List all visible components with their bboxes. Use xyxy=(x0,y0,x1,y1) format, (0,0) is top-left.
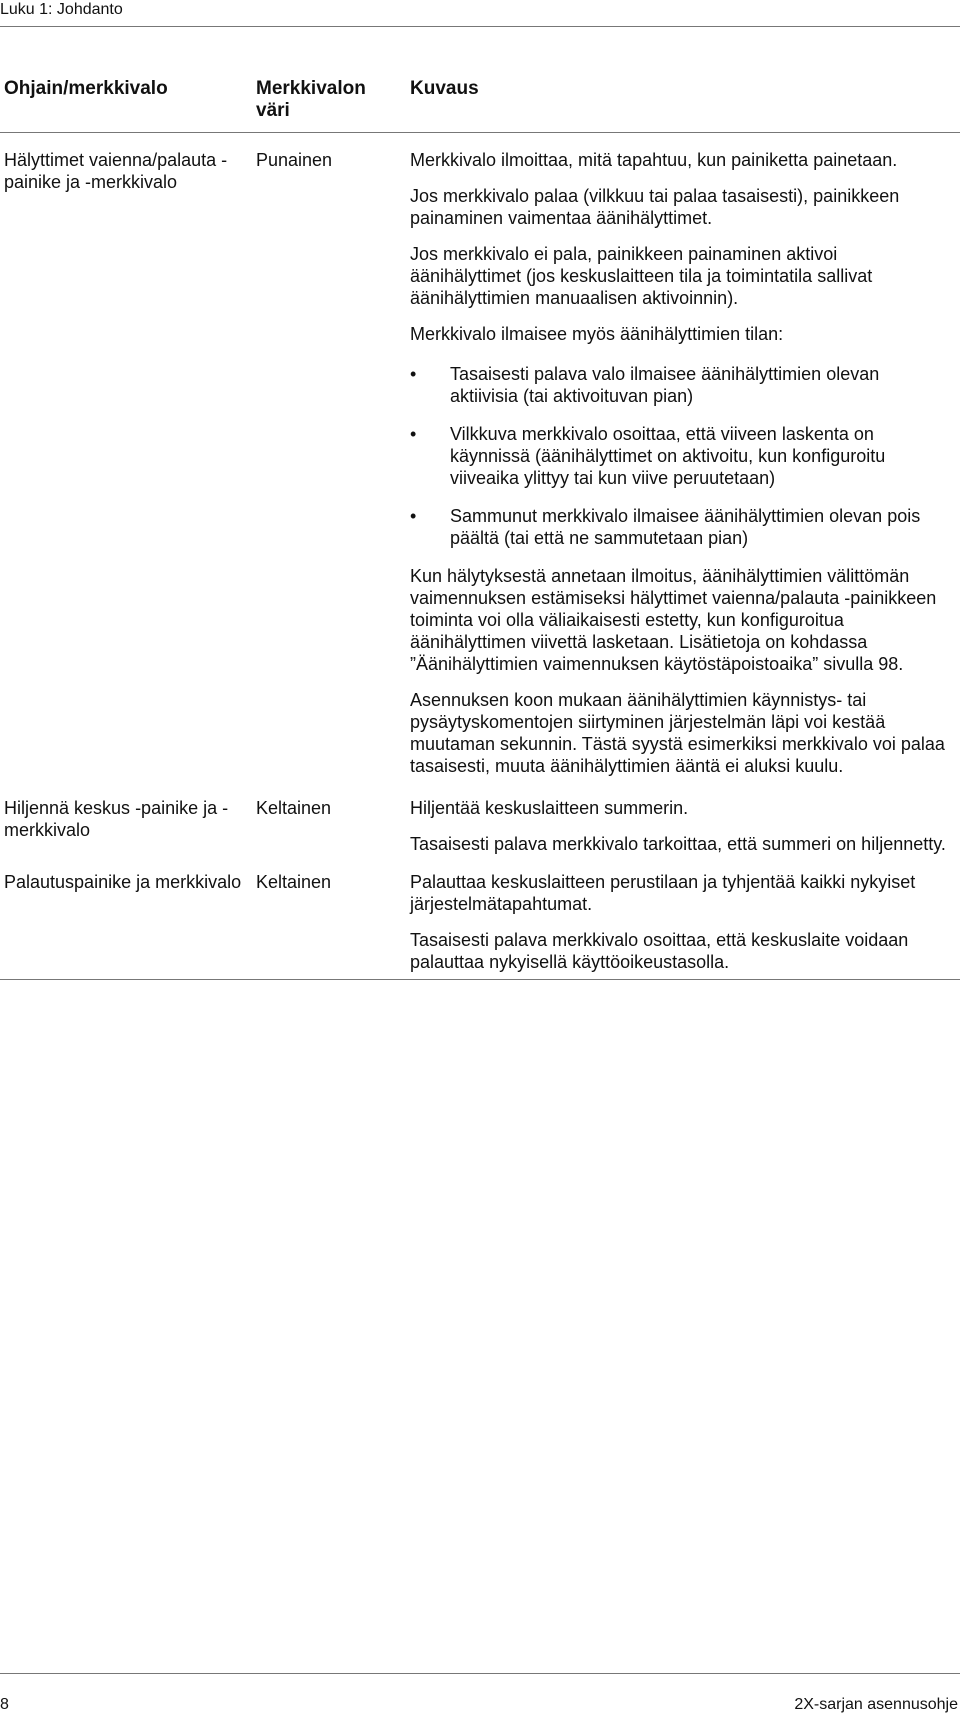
control-name: Hiljennä keskus -painike ja -merkkivalo xyxy=(4,798,229,840)
description-paragraph: Jos merkkivalo ei pala, painikkeen painaminen aktivoi äänihälyttimet (jos keskuslaitteen tila ja toimintatila sallivat äänihälyttimien manuaalisen aktivoinnin). xyxy=(410,244,873,308)
description xyxy=(410,871,950,973)
table-row xyxy=(0,869,960,973)
description-paragraph: Tasaisesti palava merkkivalo tarkoittaa, että summeri on hiljennetty. xyxy=(410,834,946,854)
control-name: Hälyttimet vaienna/palauta -painike ja -merkkivalo xyxy=(4,150,228,192)
bullet-icon: • xyxy=(410,424,417,444)
column-header-control: Ohjain/merkkivalo xyxy=(4,78,168,99)
description-paragraph: Tasaisesti palava merkkivalo osoittaa, että keskuslaite voidaan palauttaa nykyisellä käyttöoikeustasolla. xyxy=(410,930,909,972)
led-table xyxy=(0,72,960,980)
list-item-text: Sammunut merkkivalo ilmaisee äänihälyttimien olevan pois päältä (tai että ne sammutetaan pian) xyxy=(450,506,921,548)
bullet-icon: • xyxy=(410,506,417,526)
table-header xyxy=(0,72,960,133)
description-paragraph: Merkkivalo ilmaisee myös äänihälyttimien tilan: xyxy=(410,324,784,344)
header-rule xyxy=(0,26,960,27)
led-color: Keltainen xyxy=(256,872,332,892)
column-header-description: Kuvaus xyxy=(410,78,479,99)
chapter-header: Luku 1: Johdanto xyxy=(0,1,123,18)
document-title: 2X-sarjan asennusohje xyxy=(794,1696,958,1713)
table-row xyxy=(0,791,960,855)
column-header-color: Merkkivalon väri xyxy=(256,78,366,121)
bullet-icon: • xyxy=(410,364,417,384)
led-color: Punainen xyxy=(256,150,333,170)
page-number: 8 xyxy=(0,1696,9,1713)
page-footer xyxy=(0,1673,960,1720)
description-paragraph: Jos merkkivalo palaa (vilkkuu tai palaa tasaisesti), painikkeen painaminen vaimentaa äänihälyttimet. xyxy=(410,186,900,228)
description-paragraph: Asennuksen koon mukaan äänihälyttimien käynnistys- tai pysäytyskomentojen siirtyminen järjestelmän läpi voi kestää muutaman sekunnin. Tästä syystä esimerkiksi merkkivalo voi palaa tasaisesti, muuta äänihälyttimien ääntä ei aluksi kuulu. xyxy=(410,690,945,776)
table-row xyxy=(0,133,960,777)
description xyxy=(410,149,950,777)
table-bottom-rule xyxy=(0,979,960,980)
description-paragraph: Kun hälytyksestä annetaan ilmoitus, äänihälyttimien välittömän vaimennuksen estämiseksi hälyttimet vaienna/palauta -painikkeen toiminta voi olla väliaikaisesti estetty, kun konfiguroitua äänihälyttimen viivettä lasketaan. Lisätietoja on kohdassa ”Äänihälyttimien vaimennuksen käytöstäpoistoaika” sivulla 98. xyxy=(410,566,937,674)
led-color: Keltainen xyxy=(256,798,332,818)
list-item xyxy=(410,505,950,549)
description-paragraph: Palauttaa keskuslaitteen perustilaan ja tyhjentää kaikki nykyiset järjestelmätapahtumat. xyxy=(410,872,916,914)
status-list xyxy=(410,363,950,549)
list-item xyxy=(410,363,950,407)
list-item-text: Vilkkuva merkkivalo osoittaa, että viiveen laskenta on käynnissä (äänihälyttimet on aktivoitu, kun konfiguroitu viiveaika ylittyy tai kun viive peruutetaan) xyxy=(450,424,886,488)
list-item-text: Tasaisesti palava valo ilmaisee äänihälyttimien olevan aktiivisia (tai aktivoituvan pian) xyxy=(450,364,880,406)
description-paragraph: Merkkivalo ilmoittaa, mitä tapahtuu, kun painiketta painetaan. xyxy=(410,150,898,170)
list-item xyxy=(410,423,950,489)
control-name: Palautuspainike ja merkkivalo xyxy=(4,872,242,892)
description-paragraph: Hiljentää keskuslaitteen summerin. xyxy=(410,798,689,818)
description xyxy=(410,797,950,855)
